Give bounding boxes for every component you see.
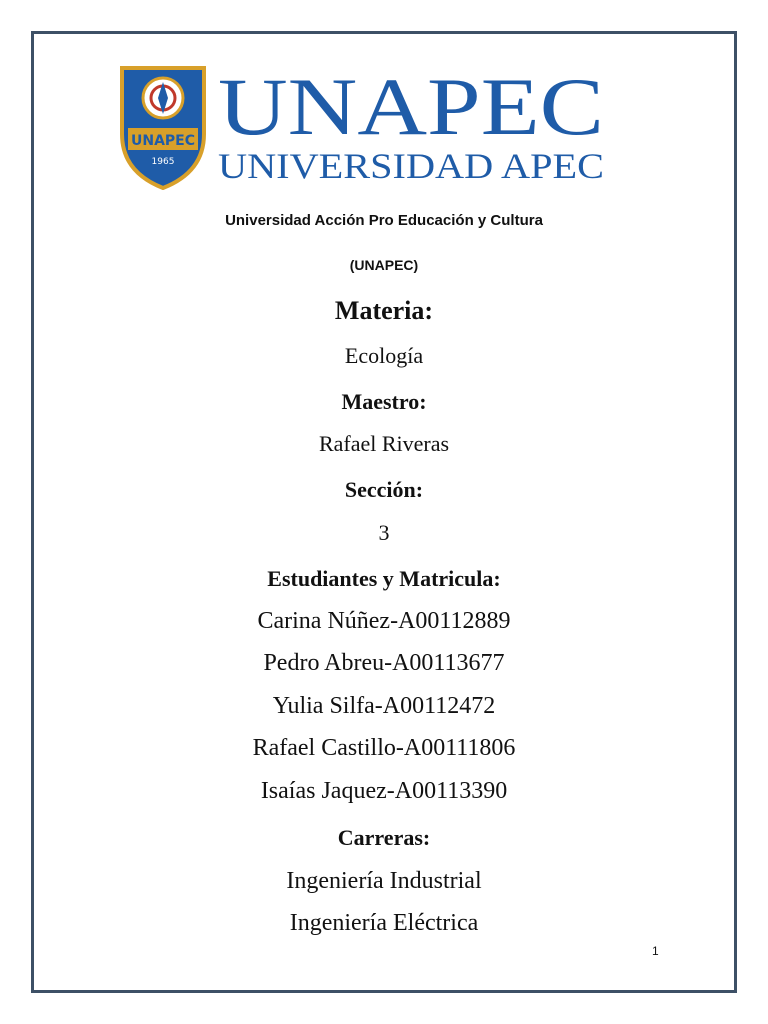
careers-label: Carreras:	[337, 825, 431, 850]
student-item: Carina Núñez-A00112889	[257, 608, 511, 634]
teacher-value: Rafael Riveras	[318, 431, 450, 456]
section-value: 3	[378, 520, 390, 545]
section-label: Sección:	[344, 477, 424, 502]
subject-label: Materia:	[334, 296, 434, 325]
university-name: Universidad Acción Pro Educación y Cultura	[225, 212, 543, 229]
logo-main-text: UNAPEC	[218, 64, 604, 152]
career-item: Ingeniería Eléctrica	[289, 910, 479, 936]
page-number: 1	[652, 944, 659, 958]
shield-emblem-icon	[118, 64, 208, 190]
career-item: Ingeniería Industrial	[286, 868, 482, 894]
university-acronym: (UNAPEC)	[349, 257, 419, 273]
student-item: Pedro Abreu-A00113677	[263, 650, 505, 676]
subject-value: Ecología	[344, 343, 424, 368]
shield-label: UNAPEC	[130, 133, 196, 149]
student-item: Yulia Silfa-A00112472	[272, 693, 496, 719]
university-logo	[118, 64, 608, 192]
student-item: Rafael Castillo-A00111806	[252, 735, 516, 761]
students-label: Estudiantes y Matricula:	[267, 566, 501, 591]
shield-year: 1965	[151, 157, 175, 167]
logo-sub-text: UNIVERSIDAD APEC	[218, 146, 604, 186]
student-item: Isaías Jaquez-A00113390	[260, 778, 508, 804]
brand-wordmark	[218, 64, 608, 192]
teacher-label: Maestro:	[341, 389, 427, 414]
